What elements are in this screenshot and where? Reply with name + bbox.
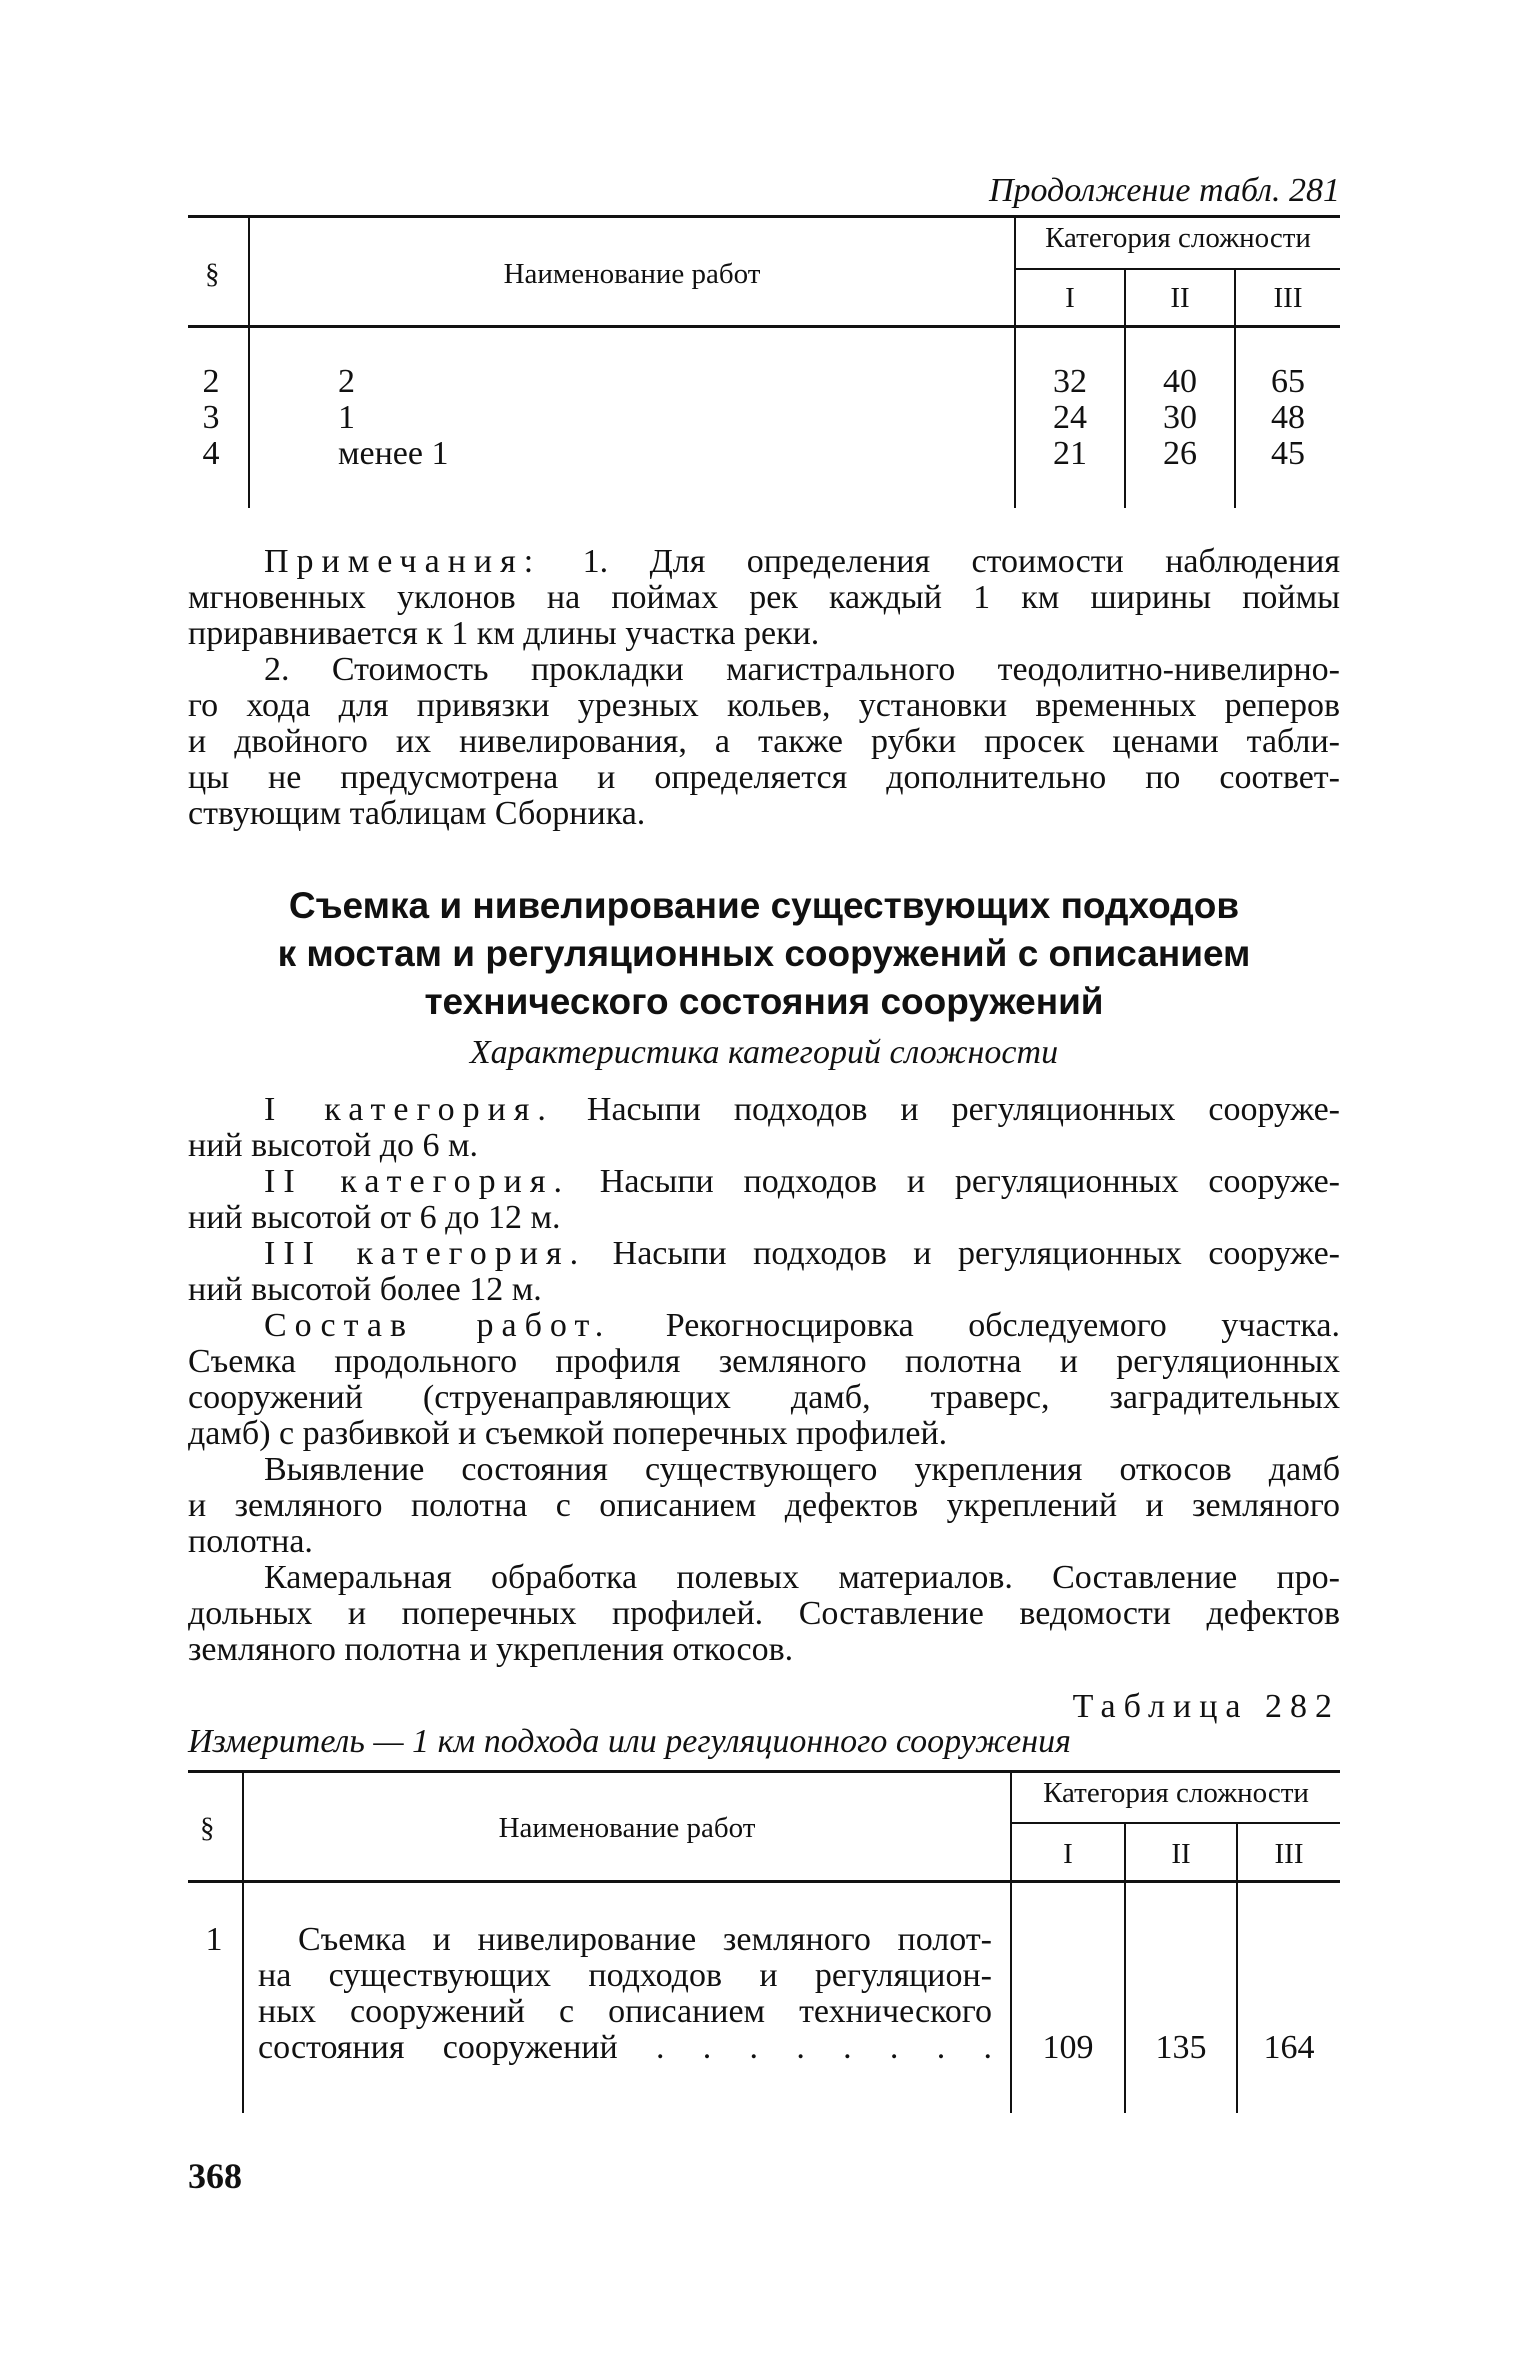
table2-header-section: § bbox=[200, 1812, 215, 1844]
table-row-cat2: 40 bbox=[1163, 363, 1197, 400]
table2-measure: Измеритель — 1 км подхода или регуляционного сооружения bbox=[188, 1723, 1071, 1760]
table-row-name: 2 bbox=[338, 363, 355, 400]
table2-name-line: на существующих подходов и регуляцион- bbox=[258, 1957, 992, 1994]
table1-header-section: § bbox=[205, 258, 220, 290]
categories-block bbox=[188, 1092, 1340, 1668]
notes-label: Примечания: bbox=[264, 543, 542, 580]
section-heading bbox=[188, 882, 1340, 1026]
table1-header-rule bbox=[188, 325, 1340, 328]
table2-header-cat-3: III bbox=[1274, 1838, 1304, 1870]
cat3-label: III категория. bbox=[264, 1235, 587, 1272]
cat3-line: Насыпи подходов и регуляционных сооруже- bbox=[612, 1235, 1340, 1272]
table2-name-line: ных сооружений с описанием технического bbox=[258, 1993, 992, 2030]
table2-name-line: Съемка и нивелирование земляного полот- bbox=[298, 1921, 992, 1958]
table-row-cat3: 65 bbox=[1271, 363, 1305, 400]
table-row-cat2: 26 bbox=[1163, 435, 1197, 472]
section-subheading: Характеристика категорий сложности bbox=[469, 1034, 1059, 1071]
table-row-name: менее 1 bbox=[338, 435, 449, 472]
cat2-line: ний высотой от 6 до 12 м. bbox=[188, 1199, 561, 1236]
table2-caption: Таблица 282 bbox=[1072, 1688, 1340, 1725]
cat1-label: I категория. bbox=[264, 1091, 554, 1128]
work-line: дамб) с разбивкой и съемкой поперечных профилей. bbox=[188, 1415, 948, 1452]
cat2-line: Насыпи подходов и регуляционных сооруже- bbox=[599, 1163, 1341, 1200]
table-row-cat1: 32 bbox=[1053, 363, 1087, 400]
table-row-cat1: 109 bbox=[1042, 2029, 1094, 2066]
para2-line: и земляного полотна с описанием дефектов укреплений и земляного bbox=[188, 1487, 1340, 1524]
table-row-cat2: 30 bbox=[1163, 399, 1197, 436]
table-row-name: 1 bbox=[338, 399, 355, 436]
table-row-section: 3 bbox=[202, 399, 220, 436]
note2-line: го хода для привязки урезных кольев, установки временных реперов bbox=[188, 687, 1340, 724]
work-line: Рекогносцировка обследуемого участка. bbox=[665, 1307, 1341, 1344]
table1-header-cat-3: III bbox=[1273, 282, 1303, 314]
table1-header-category: Категория сложности bbox=[1045, 222, 1311, 254]
table-row-name bbox=[258, 1922, 992, 2066]
note1-line: мгновенных уклонов на поймах рек каждый 1 км ширины поймы bbox=[188, 579, 1340, 616]
heading-line: технического состояния сооружений bbox=[424, 981, 1104, 1022]
work-label: Состав работ. bbox=[264, 1307, 612, 1344]
table2-header-name: Наименование работ bbox=[498, 1812, 756, 1844]
table-row-cat2: 135 bbox=[1155, 2029, 1207, 2066]
notes-block bbox=[188, 544, 1340, 832]
note2-line: ствующим таблицам Сборника. bbox=[188, 795, 646, 832]
note1-line: 1. Для определения стоимости наблюдения bbox=[582, 543, 1340, 580]
cat1-line: ний высотой до 6 м. bbox=[188, 1127, 479, 1164]
para3-line: дольных и поперечных профилей. Составление ведомости дефектов bbox=[188, 1595, 1340, 1632]
table-row-cat1: 21 bbox=[1053, 435, 1087, 472]
table1-header-cat-1: I bbox=[1065, 282, 1075, 314]
table2-header-rule bbox=[188, 1880, 1340, 1883]
para3-line: Камеральная обработка полевых материалов. Составление про- bbox=[264, 1559, 1340, 1596]
cat1-line: Насыпи подходов и регуляционных сооруже- bbox=[586, 1091, 1340, 1128]
table2-header-cat-1: I bbox=[1063, 1838, 1073, 1870]
table2-category-rule bbox=[1012, 1822, 1340, 1824]
table-row-cat1: 24 bbox=[1053, 399, 1087, 436]
table-row-cat3: 45 bbox=[1271, 435, 1305, 472]
table-row-cat3: 48 bbox=[1271, 399, 1305, 436]
table1-top-rule bbox=[188, 215, 1340, 218]
table-row-section: 1 bbox=[205, 1921, 223, 1958]
work-line: Съемка продольного профиля земляного полотна и регуляционных bbox=[188, 1343, 1340, 1380]
table2-name-line: состояния сооружений . . . . . . . . bbox=[258, 2029, 992, 2066]
table1-caption: Продолжение табл. 281 bbox=[988, 172, 1340, 209]
heading-line: к мостам и регуляционных сооружений с описанием bbox=[277, 933, 1251, 974]
note1-line: приравнивается к 1 км длины участка реки. bbox=[188, 615, 820, 652]
para2-line: полотна. bbox=[188, 1523, 313, 1560]
table2-header-cat-2: II bbox=[1171, 1838, 1191, 1870]
table2-header-category: Категория сложности bbox=[1043, 1777, 1309, 1809]
table1-header-name: Наименование работ bbox=[503, 258, 761, 290]
table1-header-cat-2: II bbox=[1170, 282, 1190, 314]
heading-line: Съемка и нивелирование существующих подходов bbox=[288, 885, 1240, 926]
table-row-section: 2 bbox=[202, 363, 220, 400]
note2-line: и двойного их нивелирования, а также рубки просек ценами табли- bbox=[188, 723, 1340, 760]
table-row-cat3: 164 bbox=[1263, 2029, 1315, 2066]
work-line: сооружений (струенаправляющих дамб, траверс, заградительных bbox=[188, 1379, 1340, 1416]
table-row-section: 4 bbox=[202, 435, 220, 472]
page-number: 368 bbox=[188, 2156, 242, 2196]
cat2-label: II категория. bbox=[264, 1163, 571, 1200]
note2-line: цы не предусмотрена и определяется дополнительно по соответ- bbox=[188, 759, 1340, 796]
para3-line: земляного полотна и укрепления откосов. bbox=[188, 1631, 794, 1668]
para2-line: Выявление состояния существующего укрепления откосов дамб bbox=[264, 1451, 1340, 1488]
cat3-line: ний высотой более 12 м. bbox=[188, 1271, 542, 1308]
table2-top-rule bbox=[188, 1770, 1340, 1773]
note2-line: 2. Стоимость прокладки магистрального теодолитно-нивелирно- bbox=[264, 651, 1340, 688]
table1-category-rule bbox=[1016, 268, 1340, 270]
